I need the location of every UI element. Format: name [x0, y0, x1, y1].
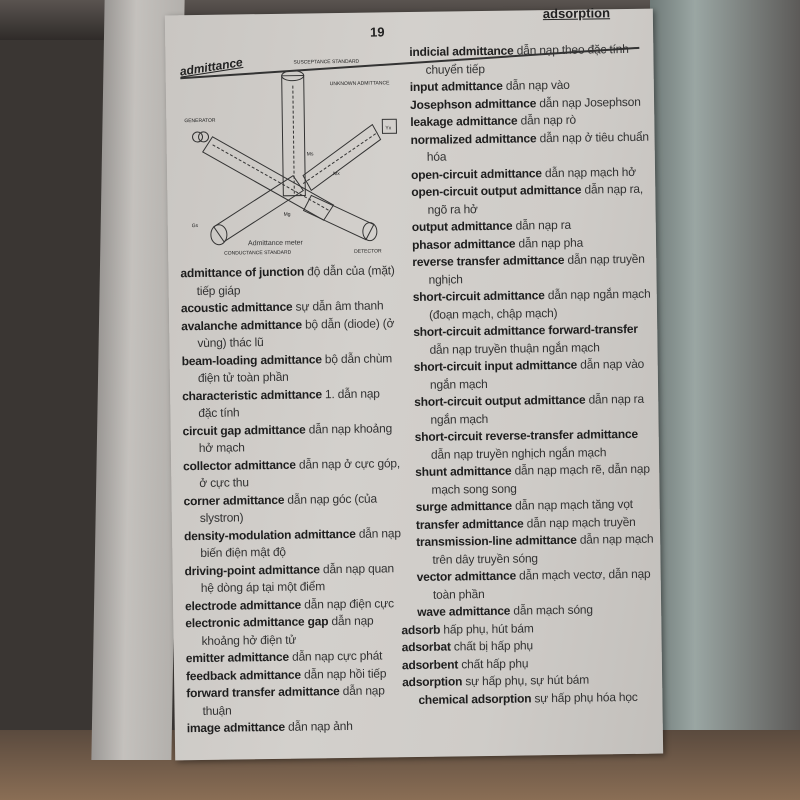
entry-definition: dẫn nạp ảnh — [287, 718, 353, 734]
dictionary-entry — [415, 426, 657, 464]
entry-term: indicial admittance — [409, 43, 514, 60]
background-right — [650, 0, 800, 800]
entry-definition: dẫn nạp ngắn mạch (đoạn mạch, chập mạch) — [428, 286, 651, 322]
entry-term: circuit gap admittance — [182, 422, 306, 438]
dictionary-entry — [410, 128, 652, 166]
entry-term: short-circuit admittance — [412, 288, 545, 305]
entry-definition: sự dẫn âm thanh — [295, 298, 384, 314]
entry-definition: dẫn nạp truyền nghịch ngắn mạch — [430, 444, 607, 462]
dictionary-entry — [414, 356, 656, 394]
entry-term: phasor admittance — [411, 236, 516, 252]
entry-definition: dẫn nạp ở tiêu chuẩn hóa — [426, 129, 649, 164]
label-ms: Ms — [306, 151, 314, 158]
entry-definition: chất hấp phụ — [461, 655, 529, 671]
entry-definition: dẫn nạp rò — [520, 112, 577, 128]
entry-term: forward transfer admittance — [186, 684, 340, 701]
dictionary-entry — [413, 286, 655, 324]
dictionary-entry — [182, 385, 400, 423]
entry-term: open-circuit output admittance — [411, 182, 582, 200]
guide-word-left: admittance — [178, 55, 244, 79]
entry-term: feedback admittance — [185, 667, 302, 683]
entry-term: short-circuit reverse-transfer admittance — [414, 426, 639, 444]
entry-term: beam-loading admittance — [181, 351, 322, 368]
dictionary-entry — [409, 41, 651, 79]
entry-term: density-modulation admittance — [183, 526, 356, 543]
entry-definition: dẫn nạp quan hệ dòng áp tại một điểm — [200, 560, 395, 595]
entry-definition: độ dẫn của (mặt) tiếp giáp — [196, 263, 395, 298]
entry-term: open-circuit admittance — [410, 165, 542, 182]
dictionary-entry — [184, 560, 402, 598]
entry-term: adsorbat — [401, 639, 451, 655]
dictionary-entry — [415, 461, 657, 499]
admittance-meter-diagram — [178, 54, 404, 257]
entry-definition: dẫn nạp truyền thuận ngắn mạch — [429, 339, 600, 357]
entry-term: driving-point admittance — [184, 561, 320, 578]
label-conductance: CONDUCTANCE STANDARD — [224, 249, 292, 257]
entry-definition: dẫn mạch vectơ, dẫn nạp toàn phần — [432, 566, 651, 602]
entry-term: input admittance — [409, 78, 503, 95]
entry-definition: sự hấp phụ, sự hút bám — [465, 672, 590, 689]
entry-term: admittance of junction — [180, 264, 305, 281]
dictionary-entry — [183, 455, 401, 493]
entry-term: surge admittance — [415, 498, 512, 514]
entry-term: image admittance — [186, 719, 286, 736]
entry-term: transfer admittance — [415, 515, 524, 532]
entry-definition: bộ dẫn (diode) (ở vùng) thác lũ — [197, 315, 395, 351]
entry-definition: dẫn nạp pha — [518, 235, 584, 251]
entry-definition: dẫn nạp Josephson — [539, 94, 641, 110]
entry-term: vector admittance — [416, 568, 517, 584]
entry-definition: dẫn nạp ở cực góp, ở cực thu — [199, 455, 401, 491]
entry-definition: dẫn nạp ra, ngõ ra hở — [427, 181, 644, 217]
entry-term: adsorb — [401, 622, 441, 637]
dictionary-entry — [413, 321, 655, 359]
entry-term: Josephson admittance — [409, 95, 537, 112]
dictionary-entry — [414, 391, 656, 429]
entry-term: characteristic admittance — [182, 386, 322, 403]
label-detector: DETECTOR — [354, 248, 382, 255]
entry-definition: dẫn nạp biến điện mật độ — [200, 525, 401, 560]
entry-definition: dẫn nạp ra ngắn mạch — [430, 391, 644, 427]
page-number: 19 — [369, 24, 385, 40]
entry-definition: dẫn nạp khoảng hở mạch — [198, 420, 393, 456]
entry-definition: dẫn nạp mạch truyền — [526, 514, 636, 530]
entry-definition: dẫn nạp vào ngắn mạch — [429, 356, 645, 392]
entry-term: reverse transfer admittance — [412, 252, 565, 270]
entry-definition: dẫn nạp mạch rẽ, dẫn nạp mạch song song — [431, 461, 650, 497]
entry-definition: dẫn nạp vào — [505, 77, 570, 93]
guide-word-right: adsorption — [542, 5, 611, 22]
dictionary-entry — [183, 490, 401, 528]
entry-definition: sự hấp phụ hóa học — [534, 689, 638, 705]
dictionary-entry — [410, 93, 652, 114]
entry-term: wave admittance — [417, 603, 511, 619]
dictionary-entry — [416, 531, 658, 569]
label-generator: GENERATOR — [184, 117, 216, 125]
dictionary-entry — [412, 251, 654, 289]
entry-definition: dẫn nạp góc (của slystron) — [199, 491, 378, 526]
entry-definition: dẫn nạp cực phát — [291, 648, 383, 664]
entry-definition: bộ dẫn chùm điện tử toàn phần — [197, 350, 393, 386]
entry-definition: hấp phụ, hút bám — [443, 620, 534, 637]
figure-caption: Admittance meter — [247, 239, 303, 248]
label-mg: Mg — [283, 211, 291, 218]
entry-definition: dẫn nạp mạch hở — [544, 164, 636, 180]
right-column — [401, 41, 660, 709]
dictionary-entry — [418, 688, 660, 709]
entry-definition: dẫn nạp ra — [515, 217, 572, 233]
label-unknown: UNKNOWN ADMITTANCE — [329, 80, 390, 88]
entry-term: short-circuit output admittance — [414, 392, 586, 409]
dictionary-entry — [181, 315, 399, 353]
label-susceptance: SUSCEPTANCE STANDARD — [293, 58, 360, 66]
entry-definition: chất bị hấp phụ — [453, 638, 534, 654]
entry-term: adsorbent — [401, 656, 459, 672]
generator-arm — [203, 135, 334, 222]
entry-term: collector admittance — [183, 457, 296, 473]
dictionary-entry — [411, 181, 653, 219]
dictionary-page — [165, 5, 663, 761]
entry-term: short-circuit admittance forward-transfer — [413, 321, 638, 340]
left-column — [180, 262, 405, 737]
entry-term: shunt admittance — [415, 463, 512, 479]
entry-definition: dẫn nạp thuận — [202, 683, 385, 718]
label-mx: Mx — [333, 171, 340, 178]
entry-definition: dẫn mạch sóng — [513, 602, 593, 618]
entry-term: short-circuit input admittance — [413, 357, 578, 375]
dictionary-entry — [184, 525, 402, 563]
entry-term: electrode admittance — [184, 597, 302, 613]
dictionary-entry — [182, 350, 400, 388]
entry-term: avalanche admittance — [181, 317, 302, 333]
dictionary-entry — [183, 420, 401, 458]
dictionary-entry — [185, 612, 403, 650]
entry-term: chemical adsorption — [418, 690, 532, 707]
entry-term: transmission-line admittance — [416, 532, 577, 549]
entry-definition: dẫn nạp hồi tiếp — [303, 665, 387, 682]
entry-term: acoustic admittance — [180, 299, 293, 316]
entry-term: electronic admittance gap — [185, 614, 329, 631]
entry-definition: dẫn nạp theo đặc tính chuyển tiếp — [425, 41, 629, 77]
entry-definition: dẫn nạp mạch tăng vọt — [514, 496, 633, 513]
dictionary-entry — [417, 566, 659, 604]
dictionary-entry — [186, 682, 404, 720]
entry-definition: dẫn nạp khoảng hở điện tử — [201, 613, 374, 648]
entry-term: normalized admittance — [410, 130, 537, 147]
entry-term: output admittance — [411, 218, 513, 235]
entry-term: leakage admittance — [410, 113, 518, 130]
entry-definition: dẫn nạp truyền nghịch — [428, 251, 645, 287]
entry-definition: dẫn nạp mạch trên dây truyền sóng — [432, 531, 654, 567]
entry-term: adsorption — [402, 674, 463, 690]
entry-term: emitter admittance — [185, 649, 289, 666]
entry-definition: 1. dẫn nạp đặc tính — [198, 385, 380, 421]
entry-definition: dẫn nạp điện cực — [304, 595, 394, 612]
dictionary-entry — [187, 717, 405, 738]
label-gs: Gs — [191, 222, 199, 230]
label-yx: Yx — [385, 125, 392, 132]
entry-term: corner admittance — [183, 492, 285, 508]
dictionary-entry — [180, 262, 398, 300]
